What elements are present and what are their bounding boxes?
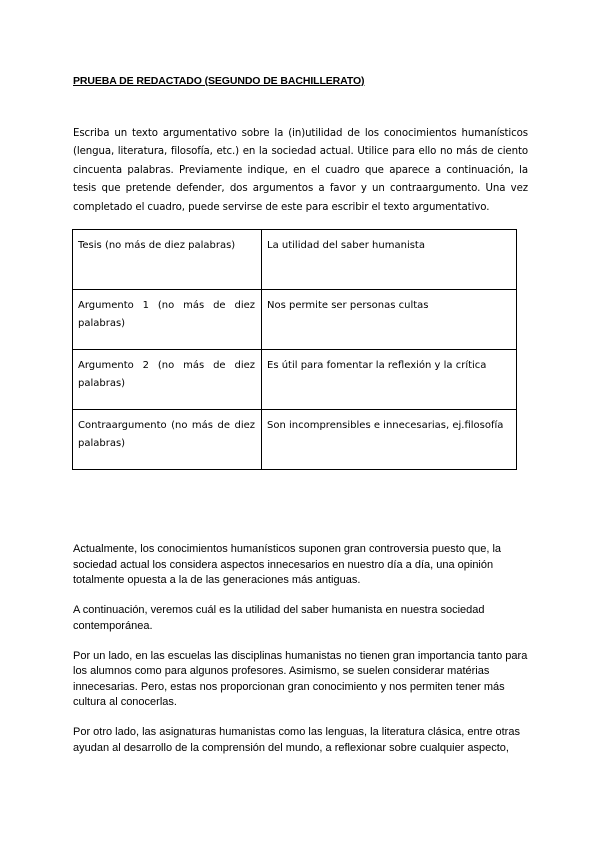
table-label-tesis: Tesis (no más de diez palabras) <box>73 230 262 290</box>
table-answer-contraargumento: Son incomprensibles e innecesarias, ej.filosofía <box>262 410 517 470</box>
essay-paragraph: Por otro lado, las asignaturas humanistas como las lenguas, la literatura clásica, entre otras ayudan al desarrollo de la comprensión del mundo, a reflexionar sobre cualquier aspecto, <box>73 726 520 754</box>
table-row-argumento-2 <box>73 350 517 410</box>
essay-body <box>73 542 533 771</box>
document-title: PRUEBA DE REDACTADO (SEGUNDO DE BACHILLERATO) <box>73 75 365 87</box>
table-answer-tesis: La utilidad del saber humanista <box>262 230 517 290</box>
essay-paragraph: Actualmente, los conocimientos humanísticos suponen gran controversia puesto que, la sociedad actual los considera aspectos innecesarios en nuestro día a día, una opinión totalmente opuesta a la de las generaciones más antiguas. <box>73 543 502 586</box>
table-label-argumento-2: Argumento 2 (no más de diez palabras) <box>73 350 262 410</box>
table-label-argumento-1: Argumento 1 (no más de diez palabras) <box>73 290 262 350</box>
table-row-contraargumento <box>73 410 517 470</box>
table-answer-argumento-1: Nos permite ser personas cultas <box>262 290 517 350</box>
table-label-contraargumento: Contraargumento (no más de diez palabras) <box>73 410 262 470</box>
essay-paragraph: Por un lado, en las escuelas las disciplinas humanistas no tienen gran importancia tanto para los alumnos como para algunos profesores. Asimismo, se suelen considerar matérias innecesarias. Pero, estas nos proporcionan gran conocimiento y nos permiten tener más cultura al conocerlas. <box>73 649 528 708</box>
table-row-tesis <box>73 230 517 290</box>
essay-paragraph: A continuación, veremos cuál es la utilidad del saber humanista en nuestra sociedad contemporánea. <box>73 604 485 632</box>
argument-table <box>72 229 517 470</box>
table-answer-argumento-2: Es útil para fomentar la reflexión y la crítica <box>262 350 517 410</box>
instructions-paragraph: Escriba un texto argumentativo sobre la (in)utilidad de los conocimientos humanísticos (lengua, literatura, filosofía, etc.) en la sociedad actual. Utilice para ello no más de ciento cincuenta palabras. Previamente indique, en el cuadro que aparece a continuación, la tesis que pretende defender, dos argumentos a favor y un contraargumento. Una vez completado el cuadro, puede servirse de este para escribir el texto argumentativo. <box>73 128 528 213</box>
table-row-argumento-1 <box>73 290 517 350</box>
